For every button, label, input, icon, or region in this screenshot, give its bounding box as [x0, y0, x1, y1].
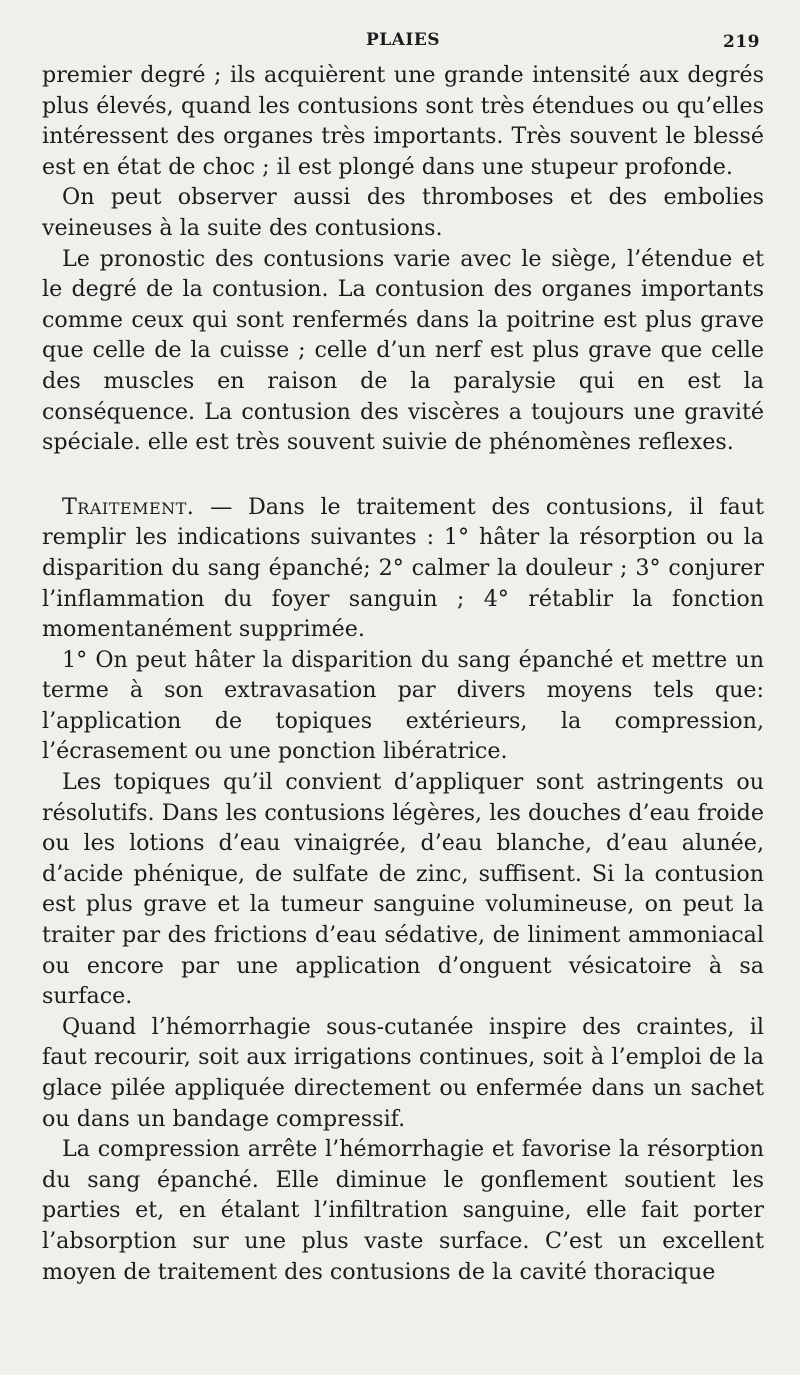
body-text	[42, 60, 764, 1287]
paragraph-hemorrhagie: Quand l’hémorrhagie sous-cutanée inspire des craintes, il faut recourir, soit aux irrigations continues, soit à l’emploi de la glace pilée appliquée directement ou enfermée dans un sachet ou dans un bandage compressif.	[42, 1013, 764, 1132]
paragraph-hater-disparition: 1° On peut hâter la disparition du sang épanché et mettre un terme à son extravasation par divers moyens tels que: l’application de topiques extérieurs, la compression, l’écrasement ou une ponction libératrice.	[42, 646, 764, 765]
paragraph-topiques: Les topiques qu’il convient d’appliquer sont astringents ou résolutifs. Dans les contusions légères, les douches d’eau froide ou les lotions d’eau vinaigrée, d’eau blanche, d’eau alunée, d’acide phénique, de sulfate de zinc, suffisent. Si la contusion est plus grave et la tumeur sanguine volumineuse, on peut la traiter par des frictions d’eau sédative, de liniment ammoniacal ou encore par une application d’onguent vésicatoire à sa surface.	[42, 769, 764, 1010]
running-title: PLAIES	[365, 30, 441, 50]
section-traitement	[42, 492, 764, 645]
page-number: 219	[723, 32, 760, 52]
paragraph-pronostic: Le pronostic des contusions varie avec le siège, l’étendue et le degré de la contusion. La contusion des organes importants comme ceux qui sont renfermés dans la poitrine est plus grave que celle de la cuisse ; celle d’un nerf est plus grave que celle des muscles en raison de la paralysie qui en est la conséquence. La contusion des viscères a toujours une gravité spéciale. elle est très souvent suivie de phénomènes reflexes.	[42, 245, 764, 456]
section-heading: Traitement.	[62, 493, 195, 520]
paragraph-continuation: premier degré ; ils acquièrent une grande intensité aux degrés plus élevés, quand les contusions sont très étendues ou qu’elles intéressent des organes très importants. Très souvent le blessé est en état de choc ; il est plongé dans une stupeur profonde.	[42, 62, 764, 180]
section-intro-text: — Dans le traitement des contusions, il faut remplir les indications suivantes : 1° hâter la résorption ou la disparition du sang épanché; 2° calmer la douleur ; 3° conjurer l’inflammation du foyer sanguin ; 4° rétablir la fonction momentanément supprimée.	[42, 493, 764, 643]
paragraph-thromboses: On peut observer aussi des thromboses et des embolies veineuses à la suite des contusions.	[42, 184, 764, 241]
paragraph-compression: La compression arrête l’hémorrhagie et favorise la résorption du sang épanché. Elle diminue le gonflement soutient les parties et, en étalant l’infiltration sanguine, elle fait porter l’absorption sur une plus vaste surface. C’est un excellent moyen de traitement des contusions de la cavité thoracique	[42, 1136, 764, 1285]
page-header	[42, 30, 764, 60]
